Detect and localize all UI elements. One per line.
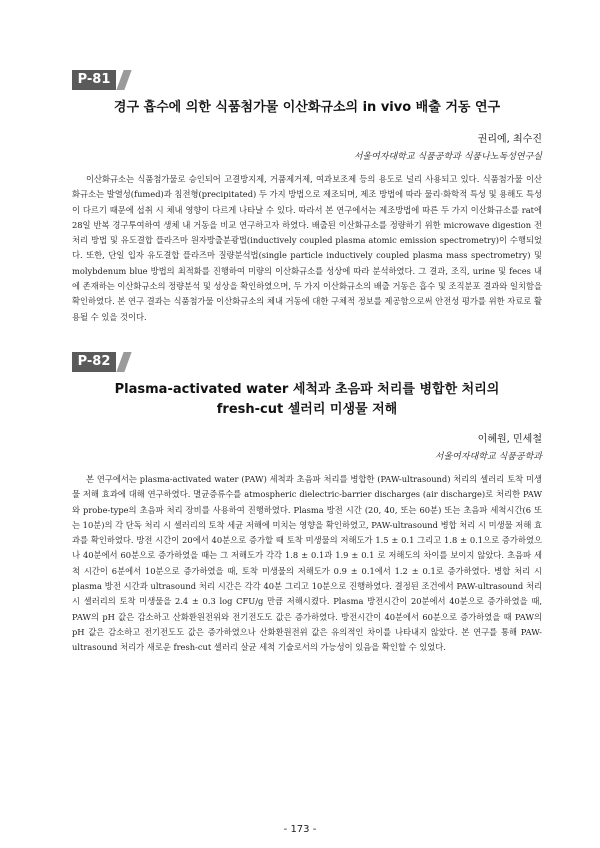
abstract-body: 본 연구에서는 plasma-activated water (PAW) 세척과 초음파 처리를 병합한 (PAW-ultrasound) 처리의 셀러리 토착 미생물 저해 효과에 대해 연구하였다. 멸균증류수를 atmospheric dielectric-barrier discharges (air discharge)로 처리한 PAW와 probe-type의 초음파 처리 장비를 사용하여 진행하였다. Plasma 방전 시간 (20, 40, 또는 60분) 또는 초음파 세척시간(6 또는 10분)의 각 단독 처리 시 셀러리의 토착 세균 저해에 미치는 영향을 확인하였고, PAW-ultrasound 병합 처리 시 미생물 저해 효과를 확인하였다. 방전 시간이 20에서 40분으로 증가할 때 토착 미생물의 저해도가 1.5 ± 0.1 그리고 1.8 ± 0.1으로 증가하였으나 40분에서 60분으로 증가하였을 때는 그 저해도가 각각 1.8 ± 0.1과 1.9 ± 0.1 로 저해도의 차이를 보이지 않았다. 초음파 세척 시간이 6분에서 10분으로 증가하였을 때, 토착 미생물의 저해도가 0.9 ± 0.1에서 1.2 ± 0.1로 증가하였다. 병합 처리 시 plasma 방전 시간과 ultrasound 처리 시간은 각각 40분 그리고 10분으로 진행하였다. 결정된 조건에서 PAW-ultrasound 처리 시 셀러리의 토착 미생물을 2.4 ± 0.3 log CFU/g 만큼 저해시켰다. Plasma 방전시간이 20분에서 40분으로 증가하였을 때, PAW의 pH 값은 감소하고 산화환원전위와 전기전도도 값은 증가하였다. 방전시간이 40분에서 60분으로 증가하였을 때 PAW의 pH 값은 감소하고 전기전도도 값은 증가하였으나 산화환원전위 값은 유의적인 차이를 나타내지 않았다. 본 연구를 통해 PAW-ultrasound 처리가 새로운 fresh-cut 셀러리 살균 세척 기술로서의 가능성이 있음을 확인할 수 있었다. [72,474,542,653]
abstract-tag [72,70,542,90]
tag-stripe-decoration [116,352,131,372]
page-number: - 173 - [283,824,317,835]
abstract-p82 [72,352,542,656]
abstract-affiliation: 서울여자대학교 식품공학과 [434,452,542,462]
abstract-affiliation: 서울여자대학교 식품공학과 식품나노독성연구실 [353,152,542,162]
abstract-authors: 이혜원, 민세철 [477,434,542,445]
abstract-tag-label: P-82 [72,352,116,372]
abstract-title [72,380,542,420]
abstract-authors: 권리예, 최수진 [477,134,542,145]
abstract-tag [72,352,542,372]
tag-stripe-decoration [116,70,131,90]
abstract-p81 [72,70,542,325]
abstract-title [72,98,542,118]
title-line: fresh-cut 셀러리 미생물 저해 [216,402,398,417]
title-line: 경구 흡수에 의한 식품첨가물 이산화규소의 in vivo 배출 거동 연구 [113,100,501,115]
abstract-tag-label: P-81 [72,70,116,90]
title-line: Plasma-activated water 세척과 초음파 처리를 병합한 처리의 [114,382,500,397]
abstract-body: 이산화규소는 식품첨가물로 승인되어 고결방지제, 거품제거제, 여과보조제 등의 용도로 널리 사용되고 있다. 식품첨가물 이산화규소는 발열성(fumed)과 침전형(precipitated) 두 가지 방법으로 제조되며, 제조 방법에 따라 물리·화학적 특성 및 용해도 특성이 다르기 때문에 섭취 시 체내 영향이 다르게 나타날 수 있다. 따라서 본 연구에서는 제조방법에 따른 두 가지 이산화규소를 rat에 28일 반복 경구투여하여 생체 내 거동을 비교 연구하고자 하였다. 배출된 이산화규소를 정량하기 위한 microwave digestion 전처리 방법 및 유도결합 플라즈마 원자방출분광법(inductively coupled plasma atomic emission spectrometry)이 수행되었다. 또한, 단일 입자 유도결합 플라즈마 질량분석법(single particle inductively coupled plasma mass spectrometry) 및 molybdenum blue 방법의 최적화를 진행하여 미량의 이산화규소를 성상에 따라 분석하였다. 그 결과, 조직, urine 및 feces 내에 존재하는 이산화규소의 정량분석 및 성상을 확인하였으며, 두 가지 이산화규소의 배출 거동은 흡수 및 조직분포 결과와 일치함을 확인하였다. 본 연구 결과는 식품첨가물 이산화규소의 체내 거동에 대한 구체적 정보를 제공함으로써 안전성 평가를 위한 자료로 활용될 수 있을 것이다. [72,174,542,322]
